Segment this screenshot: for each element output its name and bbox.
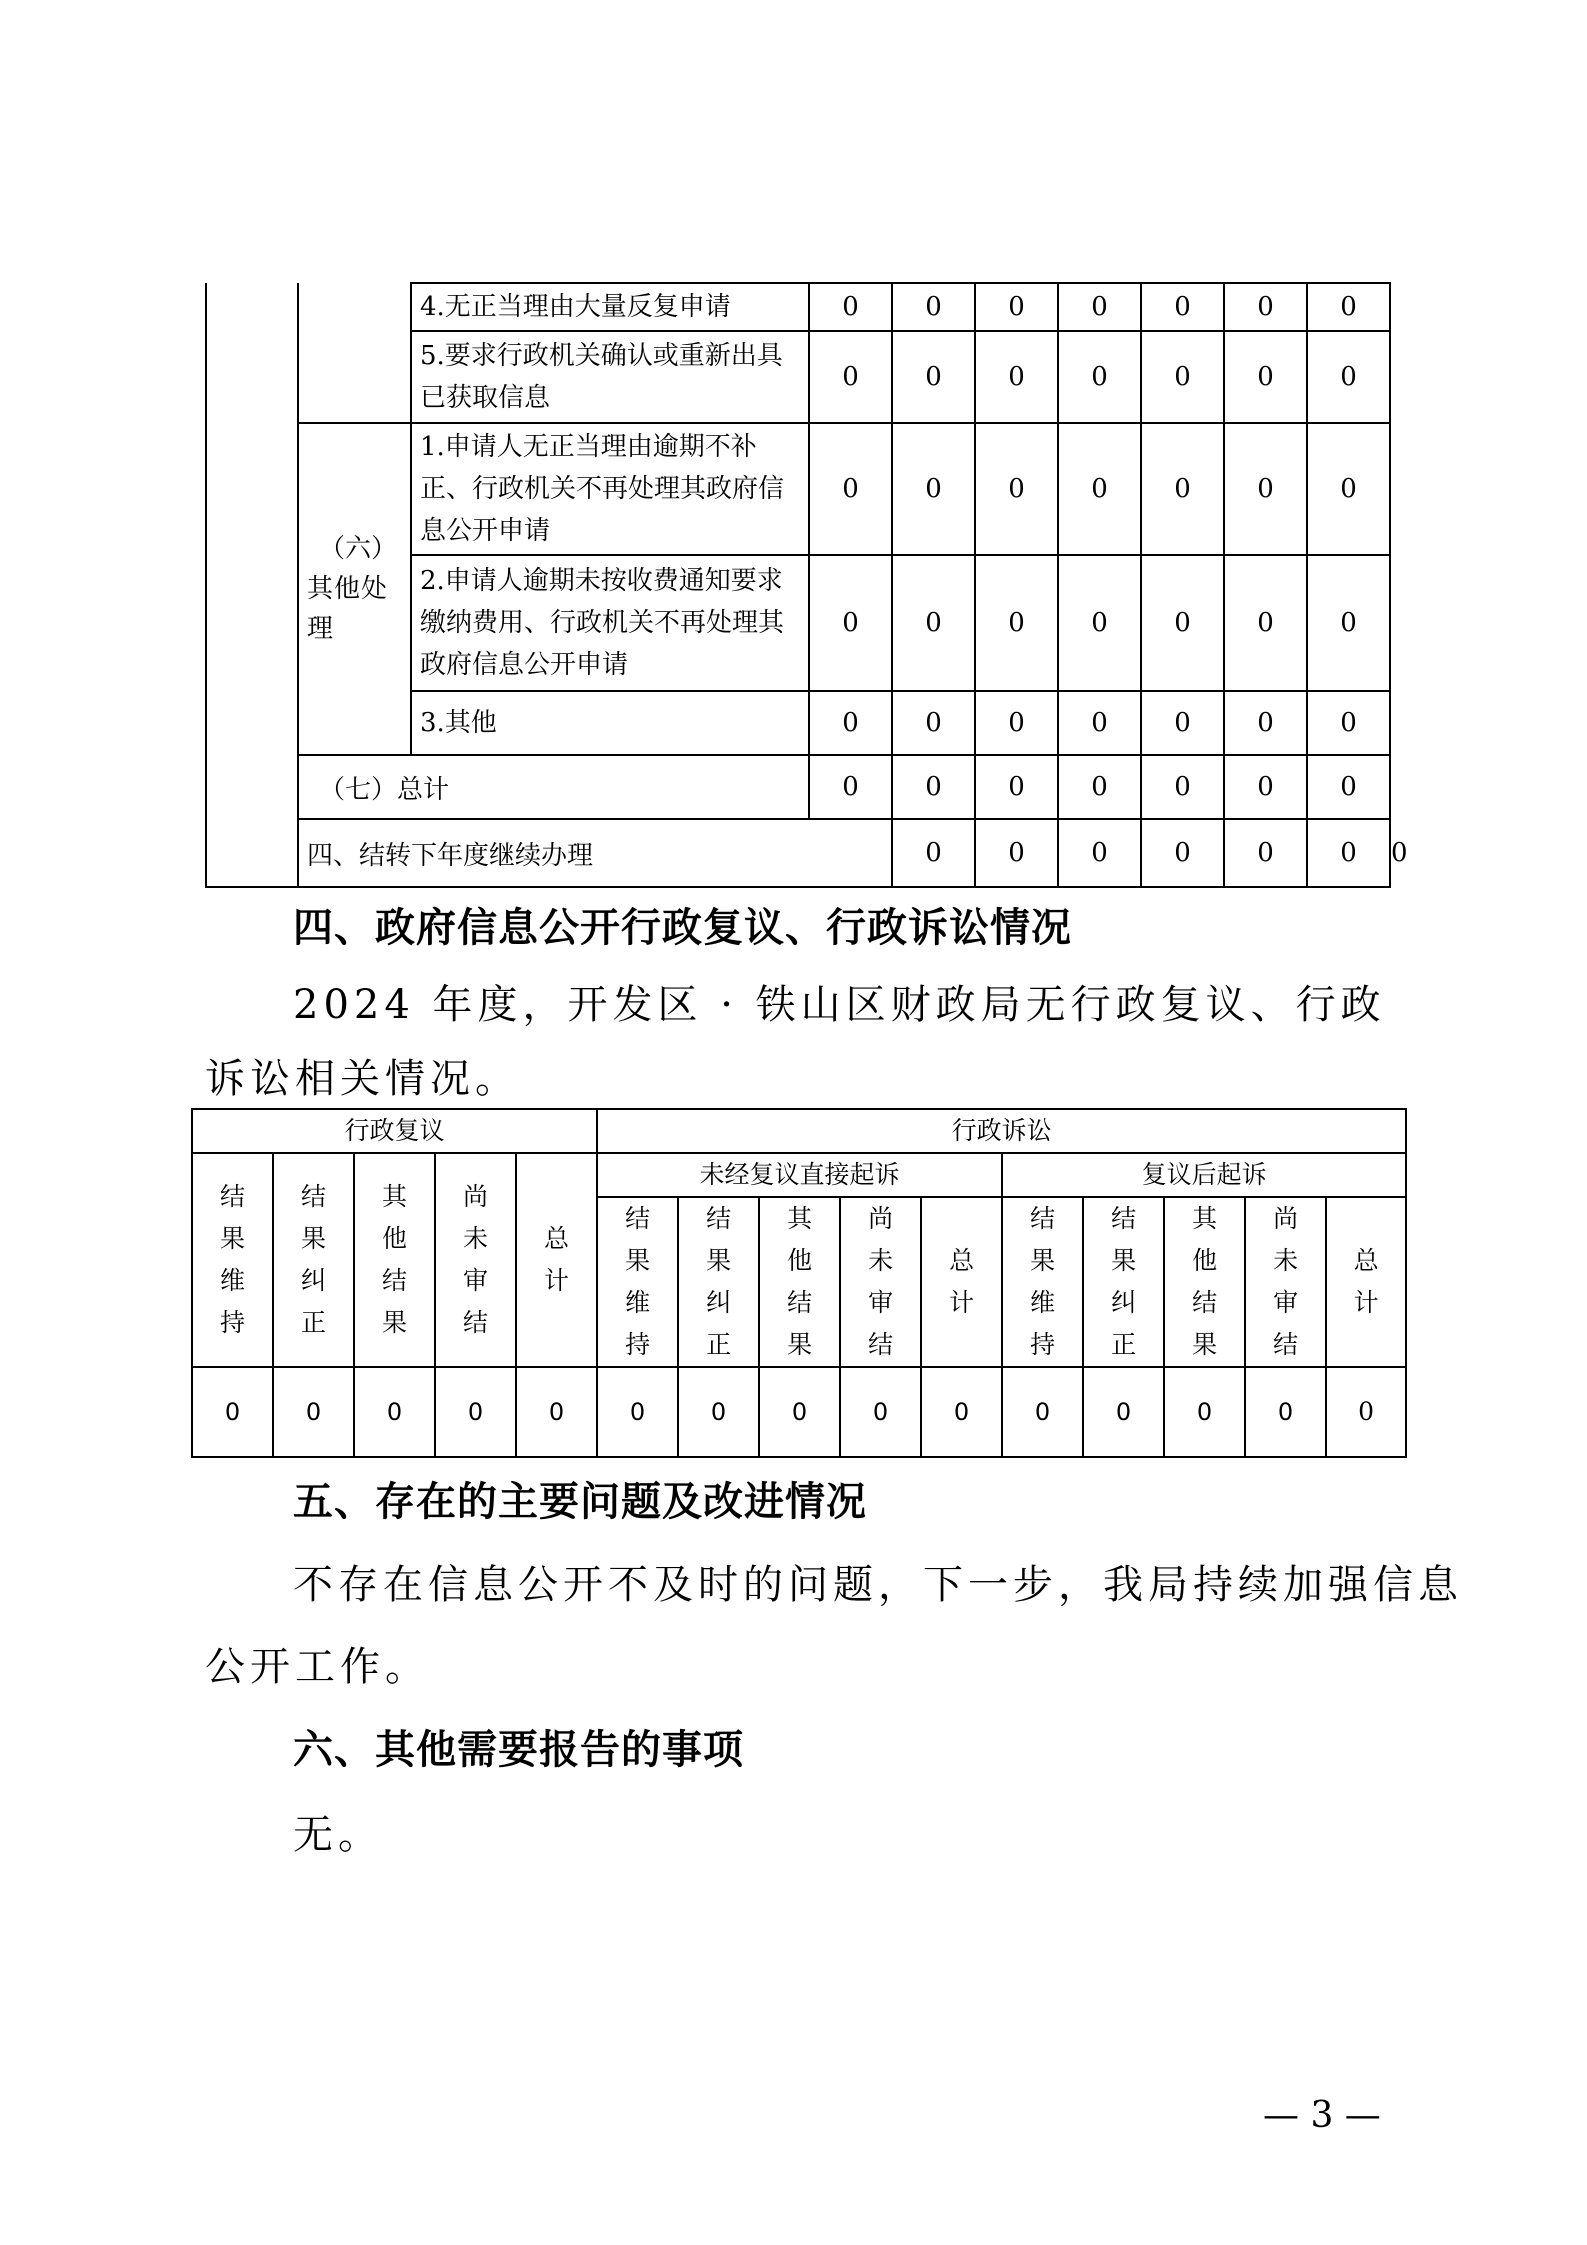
table-cell: 0	[1141, 283, 1224, 331]
table-cell: 0	[597, 1367, 678, 1457]
table-cell: 0	[1058, 755, 1141, 819]
table-cell: 0	[1141, 755, 1224, 819]
table-cell: 0	[809, 755, 892, 819]
table-cell: 0	[809, 555, 892, 691]
table-cell: 0	[975, 555, 1058, 691]
col-header: 结果纠正	[1083, 1197, 1164, 1367]
col-header: 尚未审结	[435, 1153, 516, 1367]
table-cell: 0	[1307, 755, 1390, 819]
table-cell: 0	[809, 331, 892, 423]
review-litigation-table	[191, 1108, 1407, 1458]
row-label: 4.无正当理由大量反复申请	[411, 283, 809, 331]
row-label: 2.申请人逾期未按收费通知要求缴纳费用、行政机关不再处理其政府信息公开申请	[411, 555, 809, 691]
table-cell: 0	[435, 1367, 516, 1457]
col-header: 结果维持	[1002, 1197, 1083, 1367]
table-cell: 0	[1141, 423, 1224, 555]
category-cell	[206, 283, 298, 887]
table-row: 四、结转下年度继续办理 0 0 0 0 0 0 0	[206, 819, 1390, 887]
table-cell: 0	[1224, 283, 1307, 331]
header-after-review: 复议后起诉	[1002, 1153, 1406, 1197]
table-cell: 0	[840, 1367, 921, 1457]
table-cell: 0	[809, 423, 892, 555]
table-cell: 0	[678, 1367, 759, 1457]
table-cell: 0	[1245, 1367, 1326, 1457]
group-label-other-processing: （六） 其他处 理	[298, 423, 411, 755]
section-heading: 四、政府信息公开行政复议、行政诉讼情况	[293, 905, 1072, 951]
page-number: — 3 —	[1263, 2095, 1381, 2136]
table-cell: 0	[1058, 423, 1141, 555]
col-header: 其他结果	[759, 1197, 840, 1367]
col-header: 结果纠正	[678, 1197, 759, 1367]
table-cell: 0	[1224, 819, 1307, 887]
row-label: 1.申请人无正当理由逾期不补正、行政机关不再处理其政府信息公开申请	[411, 423, 809, 555]
table-cell: 0	[1224, 331, 1307, 423]
table-row	[206, 283, 1390, 331]
table-cell: 0	[1307, 331, 1390, 423]
table-cell: 0	[1224, 755, 1307, 819]
total-label: （七）总计	[298, 755, 809, 819]
table-row	[206, 423, 1390, 555]
table-cell: 0	[892, 423, 975, 555]
table-cell: 0	[892, 283, 975, 331]
table-cell: 0	[1058, 555, 1141, 691]
row-label: 5.要求行政机关确认或重新出具已获取信息	[411, 331, 809, 423]
section-heading: 五、存在的主要问题及改进情况	[293, 1479, 867, 1525]
table-cell: 0	[354, 1367, 435, 1457]
header-direct-suit: 未经复议直接起诉	[597, 1153, 1002, 1197]
row-label: 3.其他	[411, 691, 809, 755]
table-cell: 0	[1224, 691, 1307, 755]
table-row	[206, 755, 1390, 819]
table-cell: 0	[192, 1367, 273, 1457]
header-litigation: 行政诉讼	[597, 1109, 1406, 1153]
table-cell: 0	[1307, 423, 1390, 555]
table-cell: 0	[975, 331, 1058, 423]
table-row	[192, 1153, 1406, 1197]
table-cell: 0	[1307, 691, 1390, 755]
table-cell: 0	[1141, 691, 1224, 755]
col-header: 总计	[921, 1197, 1002, 1367]
table-cell: 0	[1002, 1367, 1083, 1457]
table-cell: 0	[975, 755, 1058, 819]
table-cell: 0	[1141, 555, 1224, 691]
table-cell: 0	[1058, 819, 1141, 887]
table-cell: 0	[1307, 819, 1390, 887]
section-paragraph-line: 公开工作。	[205, 1644, 430, 1690]
col-header: 总计	[1326, 1197, 1406, 1367]
col-header: 其他结果	[354, 1153, 435, 1367]
table-cell: 0	[1307, 283, 1390, 331]
table-cell: 0	[892, 755, 975, 819]
col-header: 尚未审结	[840, 1197, 921, 1367]
table-cell: 0	[975, 691, 1058, 755]
table-cell: 0	[516, 1367, 597, 1457]
section-paragraph-line: 不存在信息公开不及时的问题，下一步，我局持续加强信息	[293, 1562, 1463, 1608]
disposal-stats-table	[205, 282, 1408, 888]
col-header: 结果维持	[597, 1197, 678, 1367]
table-cell: 0	[1058, 331, 1141, 423]
table-cell: 0	[921, 1367, 1002, 1457]
subcategory-cell	[298, 283, 411, 423]
table-cell: 0	[975, 423, 1058, 555]
col-header: 尚未审结	[1245, 1197, 1326, 1367]
table-cell: 0	[892, 819, 975, 887]
table-cell: 0	[1058, 691, 1141, 755]
section-heading: 六、其他需要报告的事项	[293, 1727, 744, 1773]
table-cell: 0	[1058, 283, 1141, 331]
table-row	[192, 1367, 1406, 1457]
section-paragraph: 无。	[293, 1812, 383, 1858]
table-cell: 0	[1307, 555, 1390, 691]
table-cell: 0	[1083, 1367, 1164, 1457]
table-row	[192, 1109, 1406, 1153]
table-cell: 0	[1224, 423, 1307, 555]
carryover-label: 四、结转下年度继续办理	[298, 819, 892, 887]
table-cell: 0	[809, 283, 892, 331]
table-cell: 0	[1141, 331, 1224, 423]
table-cell: 0	[892, 331, 975, 423]
table-cell: 0	[273, 1367, 354, 1457]
table-cell: 0	[892, 555, 975, 691]
table-cell: 0	[975, 283, 1058, 331]
table-cell: 0	[1224, 555, 1307, 691]
table-cell: 0	[809, 691, 892, 755]
col-header: 结果纠正	[273, 1153, 354, 1367]
col-header: 其他结果	[1164, 1197, 1245, 1367]
table-cell: 0	[1326, 1367, 1406, 1457]
section-paragraph: 2024 年度，开发区 · 铁山区财政局无行政复议、行政诉讼相关情况。	[205, 982, 1386, 1102]
col-header: 总计	[516, 1153, 597, 1367]
header-admin-review: 行政复议	[192, 1109, 597, 1153]
table-cell: 0	[1164, 1367, 1245, 1457]
table-cell: 0	[1141, 819, 1224, 887]
table-cell: 0	[759, 1367, 840, 1457]
table-cell: 0	[975, 819, 1058, 887]
table-cell: 0	[892, 691, 975, 755]
col-header: 结果维持	[192, 1153, 273, 1367]
